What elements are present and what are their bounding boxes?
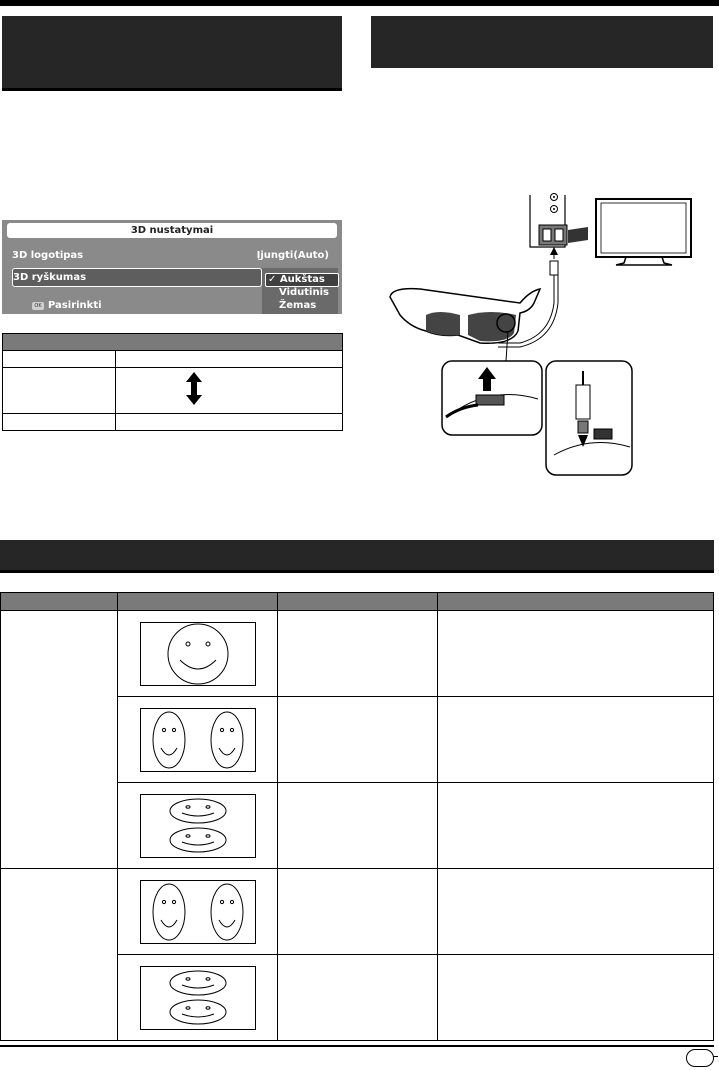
inset-switch (442, 361, 542, 435)
footer-label: Pasirinkti (48, 300, 102, 311)
table-cell (278, 783, 438, 869)
menu-row-3d-logo[interactable] (12, 247, 337, 264)
table-cell (118, 611, 278, 697)
table-header (3, 334, 343, 351)
table-cell (3, 414, 116, 431)
menu-row-3d-brightness[interactable] (12, 268, 262, 287)
dash-mark (713, 1056, 718, 1057)
up-down-arrow-icon (116, 368, 342, 409)
smiley-face-icon (140, 794, 256, 858)
section-heading-wide (0, 540, 714, 570)
option-label: Aukštas (279, 274, 325, 285)
table-cell (118, 697, 278, 783)
table-cell (3, 351, 116, 368)
table-cell (438, 955, 714, 1041)
top-rule (0, 0, 719, 6)
heading-underline (0, 570, 714, 573)
3d-glasses-icon (390, 289, 540, 344)
table-cell (116, 414, 343, 431)
table-cell (278, 611, 438, 697)
table-cell (118, 955, 278, 1041)
option-low[interactable]: Žemas (279, 300, 317, 311)
smiley-face-icon (140, 622, 256, 686)
table-cell (118, 869, 278, 955)
inset-plug (546, 361, 632, 475)
table-cell (118, 783, 278, 869)
section-heading-right (371, 16, 713, 68)
section-heading-left (2, 16, 342, 88)
smiley-face-icon (140, 966, 256, 1030)
tv-icon (596, 199, 691, 265)
menu-title: 3D nustatymai (7, 223, 337, 238)
option-medium[interactable]: Vidutinis (279, 287, 329, 298)
emitter-port-icon (530, 194, 588, 248)
table-cell (278, 697, 438, 783)
table-cell (116, 351, 343, 368)
table-cell (438, 783, 714, 869)
table-cell (1, 611, 118, 869)
table-header (278, 593, 438, 611)
osd-menu (2, 220, 342, 314)
heading-underline (2, 88, 342, 91)
menu-row-label: 3D ryškumas (13, 272, 87, 283)
table-cell (116, 368, 343, 414)
smiley-face-icon (140, 708, 256, 772)
check-icon: ✓ (268, 274, 277, 285)
option-high[interactable] (265, 273, 339, 287)
table-cell (438, 869, 714, 955)
smiley-face-icon (140, 880, 256, 944)
bottom-rule (0, 1045, 714, 1047)
brightness-table (2, 333, 343, 431)
table-cell (278, 869, 438, 955)
table-cell (3, 368, 116, 414)
table-header (118, 593, 278, 611)
table-header (438, 593, 714, 611)
page-badge-icon (686, 1049, 714, 1067)
format-table (0, 592, 714, 1041)
table-cell (438, 611, 714, 697)
menu-row-value: Įjungti(Auto) (256, 250, 329, 261)
menu-row-label: 3D logotipas (12, 250, 84, 261)
ok-key-icon: OK (32, 302, 44, 310)
table-header (1, 593, 118, 611)
table-cell (438, 697, 714, 783)
table-cell (278, 955, 438, 1041)
connection-illustration (380, 185, 700, 485)
table-cell (1, 869, 118, 1041)
